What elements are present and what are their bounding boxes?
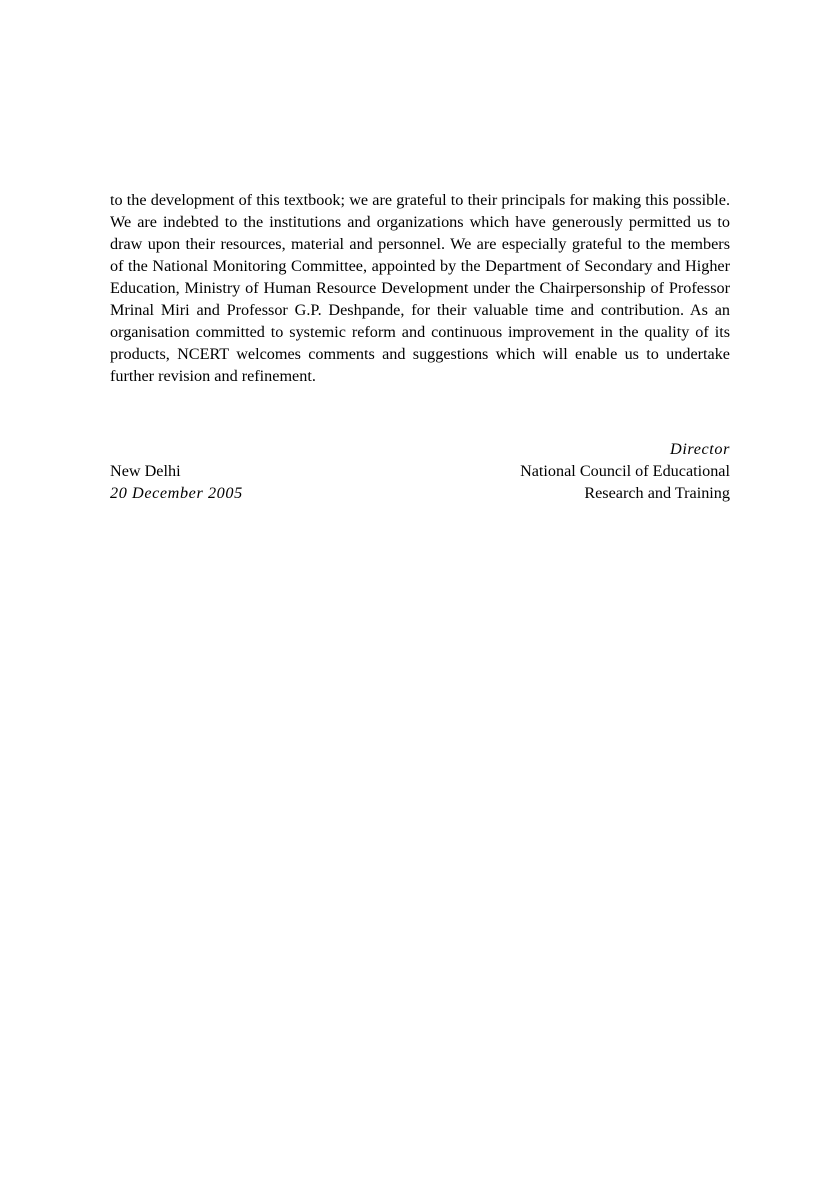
organization-line-1: National Council of Educational bbox=[520, 462, 730, 480]
designation: Director bbox=[670, 440, 730, 458]
signatory-block bbox=[520, 438, 730, 504]
place-date-block bbox=[110, 460, 243, 504]
body-paragraph: to the development of this textbook; we are grateful to their principals for making this possible. We are indebted to the institutions and organizations which have generously permitted us to draw upon their resources, material and personnel. We are especially grateful to the members of the National Monitoring Committee, appointed by the Department of Secondary and Higher Education, Ministry of Human Resource Development under the Chairpersonship of Professor Mrinal Miri and Professor G.P. Deshpande, for their valuable time and contribution. As an organisation committed to systemic reform and continuous improvement in the quality of its products, NCERT welcomes comments and suggestions which will enable us to undertake further revision and refinement. bbox=[110, 191, 730, 385]
place: New Delhi bbox=[110, 462, 181, 480]
organization-line-2: Research and Training bbox=[584, 484, 730, 502]
date: 20 December 2005 bbox=[110, 484, 243, 502]
signature-block bbox=[110, 438, 730, 508]
